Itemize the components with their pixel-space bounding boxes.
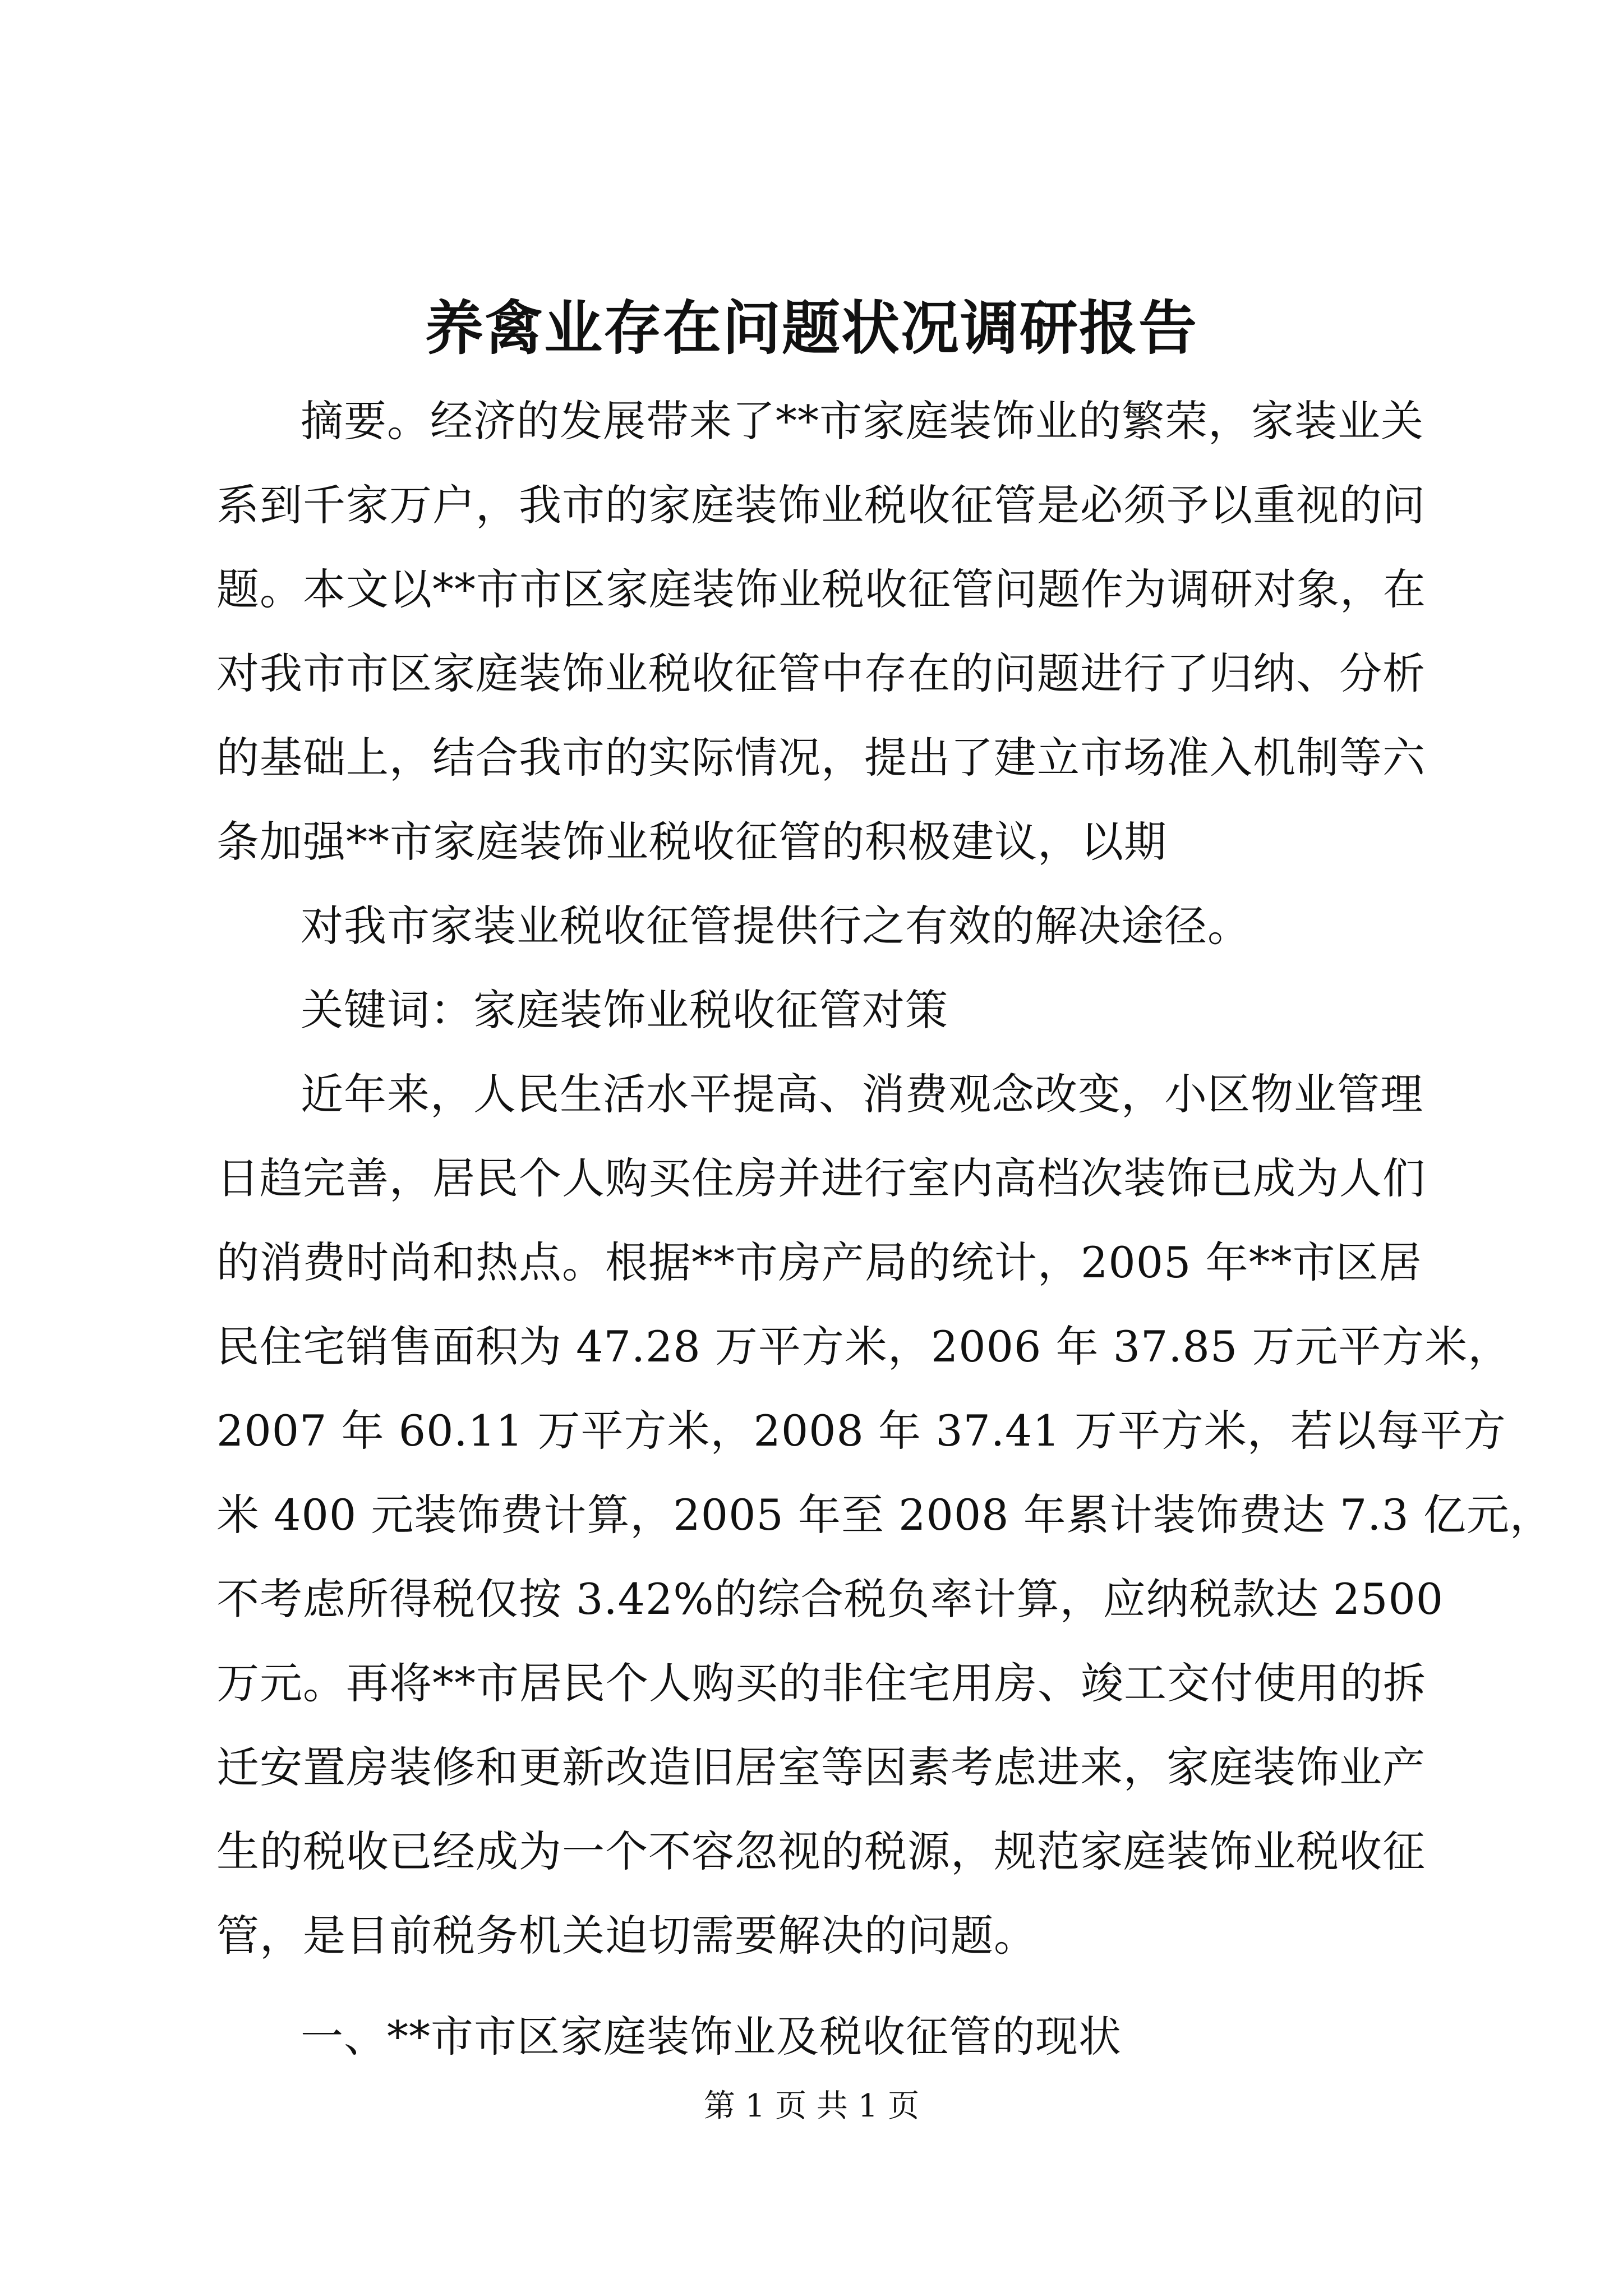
intro-line: 2007 年 60.11 万平方米，2008 年 37.41 万平方米，若以每平方	[216, 1406, 1506, 1456]
page-number-label: 第 1 页 共 1 页	[703, 2088, 920, 2124]
intro-line: 管，是目前税务机关迫切需要解决的问题。	[216, 1911, 1037, 1961]
intro-paragraph	[216, 1052, 1553, 1978]
intro-line: 的消费时尚和热点。根据**市房产局的统计，2005 年**市区居	[216, 1237, 1422, 1287]
document-title: 养禽业存在问题状况调研报告	[425, 293, 1198, 362]
abstract-line: 题。本文以**市市区家庭装饰业税收征管问题作为调研对象，在	[216, 564, 1426, 614]
section-heading: 一、**市市区家庭装饰业及税收征管的现状	[301, 2012, 1122, 2062]
abstract-line: 的基础上，结合我市的实际情况，提出了建立市场准入机制等六	[216, 733, 1426, 783]
intro-line: 生的税收已经成为一个不容忽视的税源，规范家庭装饰业税收征	[216, 1826, 1426, 1876]
abstract-continuation: 对我市家装业税收征管提供行之有效的解决途径。	[301, 901, 1251, 951]
abstract-line: 对我市市区家庭装饰业税收征管中存在的问题进行了归纳、分析	[216, 648, 1426, 698]
abstract-line: 摘要。经济的发展带来了**市家庭装饰业的繁荣，家装业关	[301, 396, 1424, 446]
intro-line: 日趋完善，居民个人购买住房并进行室内高档次装饰已成为人们	[216, 1153, 1426, 1203]
abstract-paragraph	[216, 379, 1426, 884]
intro-line: 万元。再将**市居民个人购买的非住宅用房、竣工交付使用的拆	[216, 1658, 1426, 1708]
intro-line: 不考虑所得税仅按 3.42%的综合税负率计算，应纳税款达 2500	[216, 1574, 1444, 1624]
intro-line: 近年来，人民生活水平提高、消费观念改变，小区物业管理	[301, 1069, 1423, 1119]
intro-line: 迁安置房装修和更新改造旧居室等因素考虑进来，家庭装饰业产	[216, 1742, 1426, 1792]
page-footer	[0, 2087, 1623, 2126]
abstract-line: 条加强**市家庭装饰业税收征管的积极建议，以期	[216, 817, 1167, 867]
intro-line: 米 400 元装饰费计算，2005 年至 2008 年累计装饰费达 7.3 亿元，	[216, 1490, 1553, 1540]
document-body	[216, 379, 1553, 2079]
abstract-line: 系到千家万户，我市的家庭装饰业税收征管是必须予以重视的问	[216, 480, 1426, 530]
keywords-line: 关键词：家庭装饰业税收征管对策	[301, 985, 948, 1035]
intro-line: 民住宅销售面积为 47.28 万平方米，2006 年 37.85 万元平方米，	[216, 1322, 1511, 1372]
